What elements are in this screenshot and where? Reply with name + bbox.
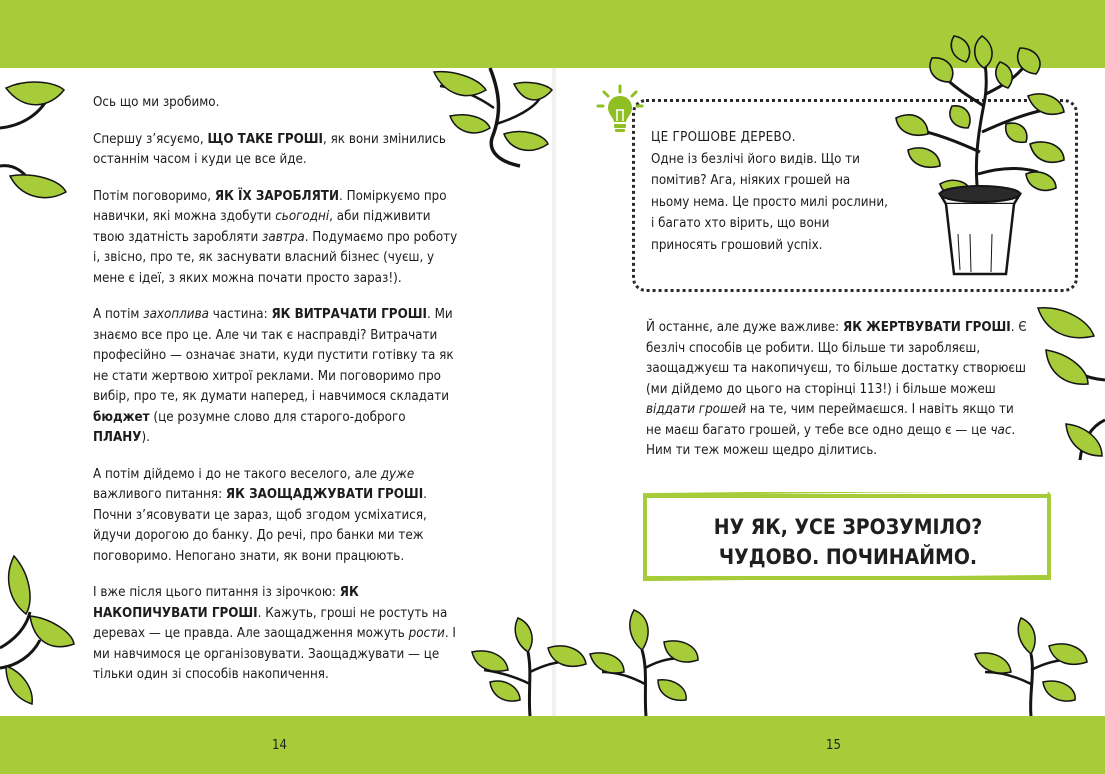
seedling-bottom-2-icon bbox=[590, 606, 700, 716]
right-page-body bbox=[646, 318, 1032, 478]
bottom-color-band bbox=[0, 716, 1105, 774]
seedling-bottom-3-icon bbox=[975, 612, 1095, 716]
leaf-sprig-right-edge-icon bbox=[1036, 300, 1105, 470]
right-paragraph: Й останнє, але дуже важливе: ЯК ЖЕРТВУВАТИ ГРОШІ. Є безліч способів це робити. Що більше ти заробляєш, заощаджуєш та накопичуєш, то більше достатку створюєш (ми дійдемо до цього на сторінці 113!) і більше можеш віддати грошей на те, чим переймаєшся. І навіть якщо ти не маєш багато грошей, у тебе все одно дещо є — це час. Ним ти теж можеш щедро ділитись. bbox=[646, 320, 1027, 458]
seedling-bottom-1-icon bbox=[470, 612, 590, 716]
callout-line-1: НУ ЯК, УСЕ ЗРОЗУМІЛО? bbox=[713, 515, 983, 539]
tip-text bbox=[651, 127, 891, 256]
leaf-sprig-top-left-icon bbox=[0, 68, 80, 228]
left-paragraph-6: І вже після цього питання із зірочкою: ЯК НАКОПИЧУВАТИ ГРОШІ. Кажуть, гроші не ростуть на деревах — це правда. Але заощадження можуть рости. І ми навчимося це організовувати. Заощаджувати — це тільки один зі способів накопичення. bbox=[93, 585, 456, 682]
left-paragraph-2: Спершу з’ясуємо, ЩО ТАКЕ ГРОШІ, як вони змінились останнім часом і куди це все йде. bbox=[93, 131, 446, 167]
tip-title: ЦЕ ГРОШОВЕ ДЕРЕВО. bbox=[651, 130, 796, 145]
left-paragraph-5: А потім дійдемо і до не такого веселого, але дуже важливого питання: ЯК ЗАОЩАДЖУВАТИ ГРОШІ. Почни з’ясовувати це зараз, щоб згодом усміхатися, йдучи дорогою до банку. До речі, про банки ми теж поговоримо. Непогано знати, як вони працюють. bbox=[93, 466, 427, 564]
lightbulb-icon bbox=[598, 84, 644, 134]
left-paragraph-1: Ось що ми зробимо. bbox=[93, 95, 220, 110]
callout-text bbox=[643, 512, 1053, 572]
page-number-right: 15 bbox=[826, 738, 841, 753]
left-paragraph-3: Потім поговоримо, ЯК ЇХ ЗАРОБЛЯТИ. Поміркуємо про навички, які можна здобути сьогодні, аби підживити твою здатність заробляти завтра. Подумаємо про роботу і, звісно, про те, як заснувати власний бізнес (чуєш, у мене є ідеї, з яких можна почати просто зараз!). bbox=[93, 188, 458, 286]
left-page-body bbox=[93, 93, 465, 702]
left-paragraph-4: А потім захоплива частина: ЯК ВИТРАЧАТИ ГРОШІ. Ми знаємо все про це. Але чи так є насправді? Витрачати професійно — означає знати, куди пустити готівку та як не стати жертвою хитрої реклами. Ми поговоримо про вибір, про те, як думати наперед, і навчимося складати бюджет (це розумне слово для старого-доброго ПЛАНУ). bbox=[93, 307, 454, 445]
tip-body: Одне із безлічі його видів. Що ти помітив? Ага, ніяких грошей на ньому нема. Це просто милі рослини, і багато хто вірить, що вони приносять грошовий успіх. bbox=[651, 151, 888, 253]
callout-line-2: ЧУДОВО. ПОЧИНАЙМО. bbox=[718, 545, 978, 569]
leaf-sprig-bottom-left-icon bbox=[0, 548, 78, 716]
page-number-left: 14 bbox=[272, 738, 287, 753]
money-tree-plant-icon bbox=[888, 34, 1066, 282]
